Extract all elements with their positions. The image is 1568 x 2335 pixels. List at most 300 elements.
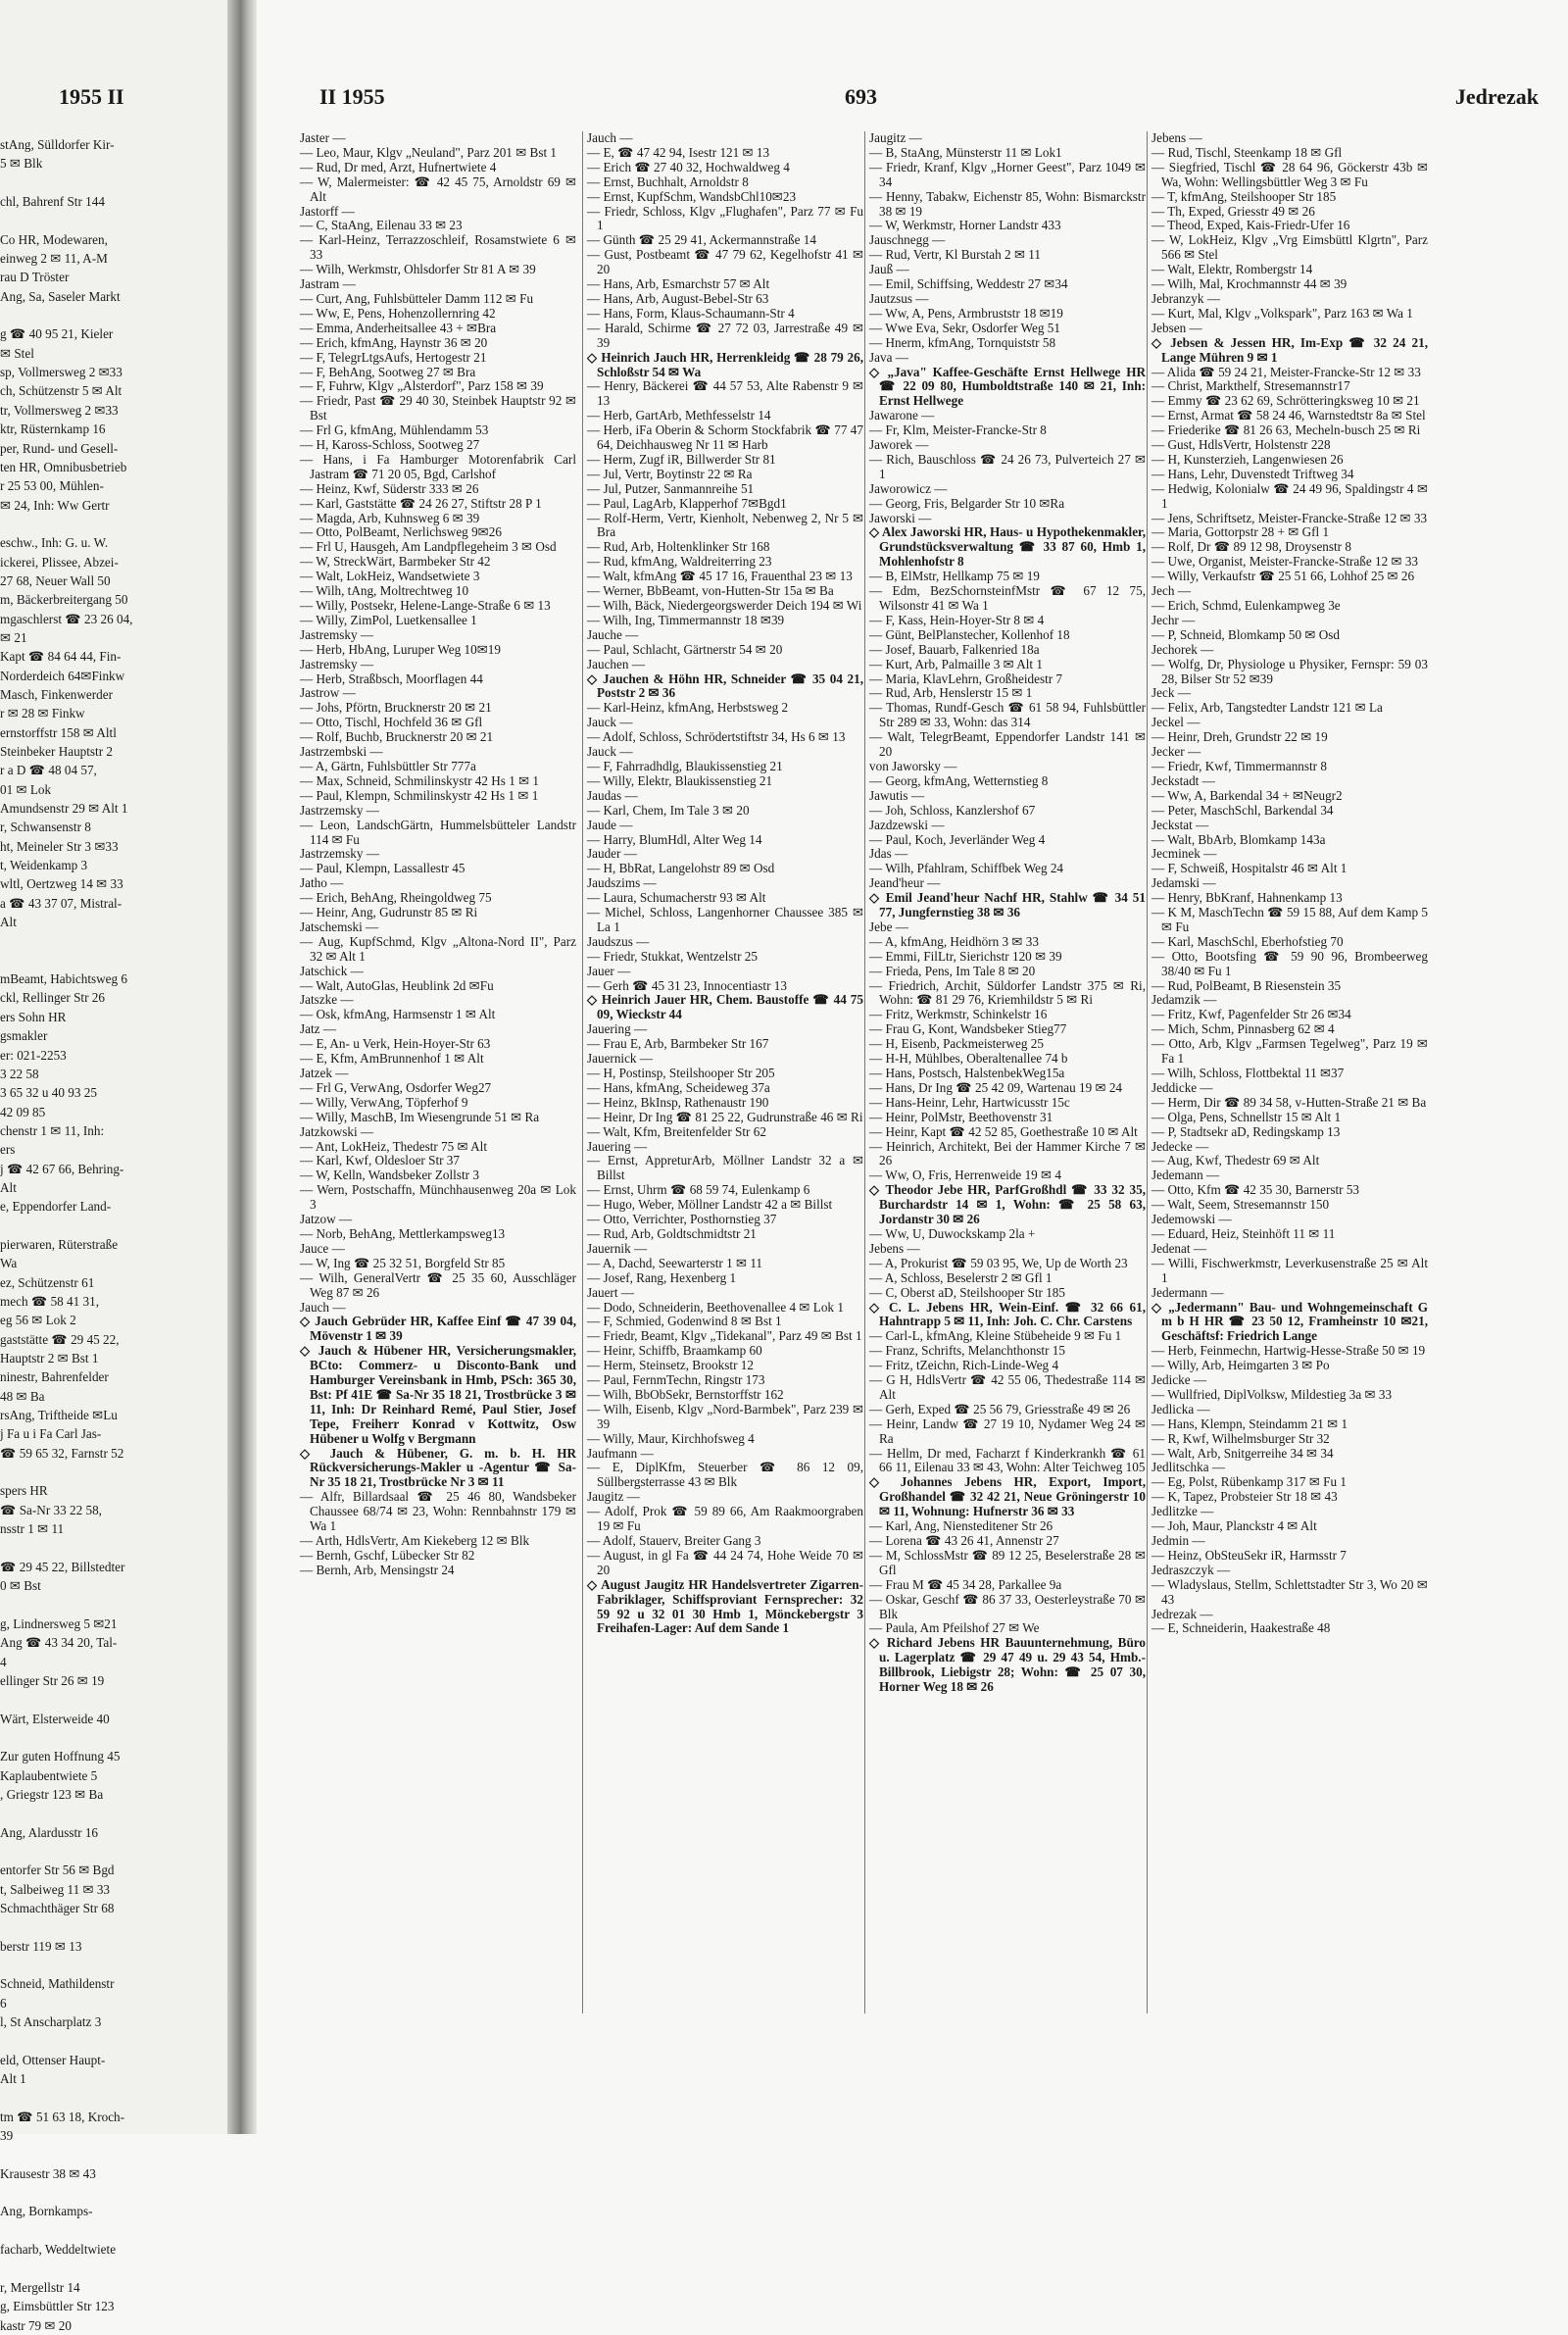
directory-entry: — Herm, Zugf iR, Billwerder Str 81 bbox=[587, 451, 776, 467]
surname-heading: Jaster — bbox=[300, 130, 346, 145]
directory-entry: — Heinz, ObSteuSekr iR, Harmsstr 7 bbox=[1152, 1547, 1347, 1563]
right-page bbox=[257, 0, 1568, 2134]
directory-entry: — Frau E, Arb, Barmbeker Str 167 bbox=[587, 1036, 769, 1052]
directory-entry: — Rolf, Dr ☎ 89 12 98, Droysenstr 8 bbox=[1152, 539, 1351, 555]
directory-entry: — Rud, PolBeamt, B Riesenstein 35 bbox=[1152, 977, 1342, 993]
directory-entry: — Curt, Ang, Fuhlsbütteler Damm 112 ✉ Fu bbox=[300, 290, 534, 306]
directory-entry: — Hans, kfmAng, Scheideweg 37a bbox=[587, 1079, 770, 1095]
surname-heading: Jebens — bbox=[1152, 130, 1202, 145]
left-page-line: g ☎ 40 95 21, Kieler bbox=[0, 326, 114, 342]
page-number: 693 bbox=[845, 84, 877, 109]
left-page-text bbox=[0, 135, 223, 2335]
directory-entry: — Wilh, BbObSekr, Bernstorffstr 162 bbox=[587, 1386, 784, 1402]
directory-entry: — Otto, Kfm ☎ 42 35 30, Barnerstr 53 bbox=[1152, 1182, 1360, 1198]
directory-entry: — Bernh, Gschf, Lübecker Str 82 bbox=[300, 1547, 475, 1563]
directory-entry: — Rud, Arb, Goldtschmidtstr 21 bbox=[587, 1225, 757, 1241]
left-page-line bbox=[0, 1217, 223, 1235]
directory-entry: — Otto, Verrichter, Posthornstieg 37 bbox=[587, 1212, 777, 1227]
directory-entry: — Jens, Schriftsetz, Meister-Francke-Straße 12 ✉ 33 bbox=[1152, 510, 1428, 525]
surname-heading: Jedlitschka — bbox=[1152, 1460, 1226, 1475]
directory-entry: — G H, HdlsVertr ☎ 42 55 06, Thedestraße 114 ✉ Alt bbox=[869, 1372, 1146, 1402]
directory-entry: — Ernst, AppreturArb, Möllner Landstr 32 a ✉ Billst bbox=[587, 1153, 863, 1183]
left-page-line: ✉ Stel bbox=[0, 345, 34, 361]
left-page-line: spers HR bbox=[0, 1483, 48, 1499]
surname-heading: Jebe — bbox=[869, 919, 908, 934]
surname-heading: Jeck — bbox=[1152, 685, 1191, 701]
surname-heading: Jaworski — bbox=[869, 510, 932, 525]
directory-entry: — Hans, Arb, Esmarchstr 57 ✉ Alt bbox=[587, 276, 770, 292]
directory-entry: ◇ Heinrich Jauch HR, Herrenkleidg ☎ 28 79 26, Schloßstr 54 ✉ Wa bbox=[587, 349, 863, 379]
surname-heading: Jatzkowski — bbox=[300, 1123, 374, 1139]
directory-entry: — Karl, Gaststätte ☎ 24 26 27, Stiftstr 28 P 1 bbox=[300, 495, 542, 511]
surname-heading: Jauering — bbox=[587, 1138, 648, 1154]
directory-entry: — Heinrich, Architekt, Bei der Hammer Kirche 7 ✉ 26 bbox=[869, 1138, 1146, 1168]
directory-entry: — Arth, HdlsVertr, Am Kiekeberg 12 ✉ Blk bbox=[300, 1533, 530, 1548]
left-page-line: r, Mergellstr 14 bbox=[0, 2279, 80, 2295]
directory-entry: — Herm, Dir ☎ 89 34 58, v-Hutten-Straße 21 ✉ Ba bbox=[1152, 1094, 1427, 1110]
left-page-line: er: 021-2253 bbox=[0, 1047, 67, 1063]
left-page-line: einweg 2 ✉ 11, A-M bbox=[0, 251, 108, 267]
running-head-last-name: Jedrezak bbox=[1454, 84, 1539, 109]
surname-heading: Jaworowicz — bbox=[869, 480, 948, 496]
surname-heading: Jaugitz — bbox=[587, 1489, 640, 1505]
left-page-line: ez, Schützenstr 61 bbox=[0, 1274, 95, 1290]
directory-entry: — Josef, Bauarb, Falkenried 18a bbox=[869, 641, 1040, 657]
directory-entry: ◇ Johannes Jebens HR, Export, Import, Großhandel ☎ 32 42 21, Neue Gröningerstr 10 ✉ 11, Wohnung: Hufnerstr 36 ✉ 33 bbox=[869, 1474, 1146, 1519]
surname-heading: Jaude — bbox=[587, 817, 633, 832]
directory-entry: — Alida ☎ 59 24 21, Meister-Francke-Str 12 ✉ 33 bbox=[1152, 364, 1421, 379]
surname-heading: Jaudszims — bbox=[587, 875, 657, 891]
directory-entry: — Wladyslaus, Stellm, Schlettstadter Str 3, Wo 20 ✉ 43 bbox=[1152, 1576, 1428, 1607]
left-page-line: ers bbox=[0, 1142, 16, 1158]
surname-heading: Jauernik — bbox=[587, 1240, 648, 1256]
left-page-line: sp, Vollmersweg 2 ✉33 bbox=[0, 365, 122, 380]
directory-entry: — Erich ☎ 27 40 32, Hochwaldweg 4 bbox=[587, 159, 790, 174]
surname-heading: Jedicke — bbox=[1152, 1372, 1207, 1388]
directory-entry: — Wilh, Ing, Timmermannstr 18 ✉39 bbox=[587, 612, 785, 627]
directory-entry: — Friedr, Schloss, Klgv „Flughafen", Parz 77 ✉ Fu 1 bbox=[587, 203, 863, 233]
surname-heading: Jauck — bbox=[587, 715, 633, 730]
directory-entry: ◇ Jauchen & Höhn HR, Schneider ☎ 35 04 21, Poststr 2 ✉ 36 bbox=[587, 671, 863, 701]
directory-entry: — Friedrich, Archit, Süldorfer Landstr 375 ✉ Ri, Wohn: ☎ 81 29 76, Kriemhildstr 5 ✉ Ri bbox=[869, 977, 1146, 1008]
directory-entry: — E, ☎ 47 42 94, Isestr 121 ✉ 13 bbox=[587, 144, 770, 160]
directory-entry: — Kurt, Arb, Palmaille 3 ✉ Alt 1 bbox=[869, 656, 1043, 671]
left-page-line: chenstr 1 ✉ 11, Inh: bbox=[0, 1122, 105, 1138]
directory-entry: — Paul, Schlacht, Gärtnerstr 54 ✉ 20 bbox=[587, 641, 783, 657]
left-page-line: , Griegstr 123 ✉ Ba bbox=[0, 1786, 104, 1802]
directory-entry: — Eg, Polst, Rübenkamp 317 ✉ Fu 1 bbox=[1152, 1474, 1347, 1490]
directory-entry: — Otto, Tischl, Hochfeld 36 ✉ Gfl bbox=[300, 715, 483, 730]
surname-heading: Jedamski — bbox=[1152, 875, 1216, 891]
directory-entry: — Friedr, Kwf, Timmermannstr 8 bbox=[1152, 758, 1327, 773]
surname-heading: Jatzek — bbox=[300, 1066, 349, 1080]
surname-heading: Jedermann — bbox=[1152, 1284, 1224, 1300]
directory-entry: — Rud, Vertr, Kl Burstah 2 ✉ 11 bbox=[869, 247, 1041, 263]
directory-entry: — Emil, Schiffsing, Weddestr 27 ✉34 bbox=[869, 276, 1068, 292]
directory-entry: — Karl, Ang, Niensteditener Str 26 bbox=[869, 1518, 1054, 1534]
surname-heading: Jaufmann — bbox=[587, 1445, 654, 1461]
directory-entry: — Herm, Steinsetz, Brookstr 12 bbox=[587, 1358, 754, 1373]
directory-entry: — Lorena ☎ 43 26 41, Annenstr 27 bbox=[869, 1533, 1059, 1548]
directory-entry: — Frl G, kfmAng, Mühlendamm 53 bbox=[300, 422, 489, 438]
directory-entry: — Bernh, Arb, Mensingstr 24 bbox=[300, 1562, 455, 1577]
surname-heading: Jaudszus — bbox=[587, 933, 650, 949]
directory-entry: — M, SchlossMstr ☎ 89 12 25, Beselerstraße 28 ✉ Gfl bbox=[869, 1547, 1146, 1577]
left-page-line: Alt bbox=[0, 1179, 17, 1195]
directory-entry: — Hans, Klempn, Steindamm 21 ✉ 1 bbox=[1152, 1416, 1348, 1431]
directory-entry: — E, Kfm, AmBrunnenhof 1 ✉ Alt bbox=[300, 1051, 484, 1067]
surname-heading: Jauchen — bbox=[587, 656, 645, 671]
surname-heading: Jedamzik — bbox=[1152, 992, 1217, 1008]
directory-entry: — Heinr, Kapt ☎ 42 52 85, Goethestraße 10 ✉ Alt bbox=[869, 1123, 1138, 1139]
directory-entry: — Frieda, Pens, Im Tale 8 ✉ 20 bbox=[869, 963, 1036, 978]
directory-entry: — Herb, GartArb, Methfesselstr 14 bbox=[587, 408, 771, 423]
directory-entry: — H, Kunsterzieh, Langenwiesen 26 bbox=[1152, 451, 1344, 467]
directory-column-1 bbox=[300, 131, 576, 2013]
directory-entry: — K, Tapez, Probsteier Str 18 ✉ 43 bbox=[1152, 1489, 1338, 1505]
directory-entry: — Otto, PolBeamt, Nerlichsweg 9✉26 bbox=[300, 524, 502, 540]
left-page-line bbox=[0, 1538, 223, 1557]
directory-entry: — Jul, Putzer, Sanmannreihe 51 bbox=[587, 480, 755, 496]
left-page-line: ☎ 59 65 32, Farnstr 52 bbox=[0, 1445, 124, 1461]
directory-entry: — Willy, Maur, Kirchhofsweg 4 bbox=[587, 1430, 755, 1446]
surname-heading: Jatho — bbox=[300, 875, 344, 891]
directory-entry: — Wolfg, Dr, Physiologe u Physiker, Fernspr: 59 03 28, Bilser Str 52 ✉39 bbox=[1152, 656, 1428, 686]
left-page-line: ckl, Rellinger Str 26 bbox=[0, 990, 105, 1006]
directory-entry: — Jul, Vertr, Boytinstr 22 ✉ Ra bbox=[587, 466, 753, 481]
directory-entry: — B, StaAng, Münsterstr 11 ✉ Lok1 bbox=[869, 144, 1062, 160]
surname-heading: Jaudas — bbox=[587, 787, 638, 803]
surname-heading: Jebranzyk — bbox=[1152, 290, 1220, 306]
directory-entry: — Erich, kfmAng, Haynstr 36 ✉ 20 bbox=[300, 334, 488, 350]
directory-entry: — A, Dachd, Seewarterstr 1 ✉ 11 bbox=[587, 1255, 763, 1270]
directory-entry: — Peter, MaschSchl, Barkendal 34 bbox=[1152, 802, 1334, 818]
surname-heading: Jedraszczyk — bbox=[1152, 1562, 1231, 1577]
left-page-line bbox=[0, 931, 223, 950]
left-page-line: entorfer Str 56 ✉ Bgd bbox=[0, 1863, 115, 1878]
left-page-line bbox=[0, 2031, 223, 2050]
directory-entry: — Georg, kfmAng, Wetternstieg 8 bbox=[869, 772, 1049, 788]
directory-entry: — Walt, kfmAng ☎ 45 17 16, Frauenthal 23 ✉ 13 bbox=[587, 569, 853, 584]
directory-entry: — Max, Schneid, Schmilinskystr 42 Hs 1 ✉ 1 bbox=[300, 772, 540, 788]
surname-heading: Jastrzemsky — bbox=[300, 802, 379, 818]
directory-entry: — Hans, Postsch, HalstenbekWeg15a bbox=[869, 1066, 1065, 1080]
surname-heading: Jechr — bbox=[1152, 612, 1196, 627]
left-page-line bbox=[0, 1804, 223, 1822]
directory-entry: — Otto, Arb, Klgv „Farmsen Tegelweg", Parz 19 ✉ Fa 1 bbox=[1152, 1036, 1428, 1067]
surname-heading: Jastrzemsky — bbox=[300, 846, 379, 862]
directory-entry: — F, Schmied, Godenwind 8 ✉ Bst 1 bbox=[587, 1314, 782, 1329]
surname-heading: Jauche — bbox=[587, 626, 639, 642]
directory-entry: — Aug, KupfSchmd, Klgv „Altona-Nord II", Parz 32 ✉ Alt 1 bbox=[300, 933, 576, 964]
directory-entry: — W, Ing ☎ 25 32 51, Borgfeld Str 85 bbox=[300, 1255, 506, 1270]
directory-entry: — Willy, Elektr, Blaukissenstieg 21 bbox=[587, 772, 773, 788]
directory-entry: — Willy, Arb, Heimgarten 3 ✉ Po bbox=[1152, 1358, 1330, 1373]
surname-heading: Jedlitzke — bbox=[1152, 1504, 1214, 1519]
directory-entry: — Willy, MaschB, Im Wiesengrunde 51 ✉ Ra bbox=[300, 1109, 540, 1124]
left-page-line: g, Eimsbüttler Str 123 bbox=[0, 2299, 115, 2314]
directory-entry: — Hans, Arb, August-Bebel-Str 63 bbox=[587, 290, 769, 306]
directory-entry: — Rud, Arb, Henslerstr 15 ✉ 1 bbox=[869, 685, 1033, 701]
directory-entry: — Magda, Arb, Kuhnsweg 6 ✉ 39 bbox=[300, 510, 480, 525]
directory-entry: — H, BbRat, Langelohstr 89 ✉ Osd bbox=[587, 861, 775, 876]
left-page-line: chl, Bahrenf Str 144 bbox=[0, 194, 105, 210]
left-page-line bbox=[0, 1842, 223, 1861]
directory-entry: — T, kfmAng, Steilshooper Str 185 bbox=[1152, 188, 1337, 204]
left-page-line: 48 ✉ Ba bbox=[0, 1388, 45, 1404]
left-page-line: mBeamt, Habichtsweg 6 bbox=[0, 971, 128, 987]
directory-entry: — Wwe Eva, Sekr, Osdorfer Weg 51 bbox=[869, 320, 1060, 335]
surname-heading: Jedenat — bbox=[1152, 1240, 1207, 1256]
directory-entry: — F, Kass, Hein-Hoyer-Str 8 ✉ 4 bbox=[869, 612, 1045, 627]
directory-entry: — Günt, BelPlanstecher, Kollenhof 18 bbox=[869, 626, 1070, 642]
directory-entry: — Hellm, Dr med, Facharzt f Kinderkrankh ☎ 61 66 11, Eilenau 33 ✉ 43, Wohn: Alter Teichweg 105 bbox=[869, 1445, 1146, 1475]
left-page-header: 1955 II bbox=[59, 84, 124, 109]
directory-entry: — Walt, Kfm, Breitenfelder Str 62 bbox=[587, 1123, 766, 1139]
directory-entry: — Georg, Fris, Belgarder Str 10 ✉Ra bbox=[869, 495, 1065, 511]
left-page-line: Wärt, Elsterweide 40 bbox=[0, 1711, 110, 1726]
directory-entry: — Paul, Klempn, Lassallestr 45 bbox=[300, 861, 466, 876]
left-page-line: stAng, Sülldorfer Kir- bbox=[0, 137, 115, 152]
surname-heading: Jauß — bbox=[869, 262, 909, 277]
surname-heading: Jazdzewski — bbox=[869, 817, 945, 832]
directory-entry: ◇ Jauch Gebrüder HR, Kaffee Einf ☎ 47 39 04, Mövenstr 1 ✉ 39 bbox=[300, 1314, 576, 1344]
directory-entry: — Günth ☎ 25 29 41, Ackermannstraße 14 bbox=[587, 232, 816, 248]
surname-heading: Jaworek — bbox=[869, 437, 929, 453]
directory-entry: — F, TelegrLtgsAufs, Hertogestr 21 bbox=[300, 349, 487, 365]
directory-entry: — Adolf, Schloss, Schrödertstiftstr 34, Hs 6 ✉ 13 bbox=[587, 729, 846, 745]
surname-heading: Jedemann — bbox=[1152, 1168, 1220, 1183]
directory-entry: ◇ Jauch & Hübener HR, Versicherungsmakler, BCto: Commerz- u Disconto-Bank und Hamburger Vereinsbank in Hmb, PSch: 365 30, Bst: Pf 41E ☎ Sa-Nr 35 18 21, Trostbrücke 3 ✉ 11, Inh: Dr Reinhard Remé, Paul Stier, Josef Tepe, Freiherr Konrad v Kottwitz, Osw Hübener u Wolfg v Bergmann bbox=[300, 1343, 576, 1446]
directory-entry: — Carl-L, kfmAng, Kleine Stübeheide 9 ✉ Fu 1 bbox=[869, 1328, 1122, 1344]
directory-entry: — Franz, Schrifts, Melanchthonstr 15 bbox=[869, 1343, 1065, 1359]
left-page-line: Masch, Finkenwerder bbox=[0, 686, 113, 702]
directory-entry: — W, Kelln, Wandsbeker Zollstr 3 bbox=[300, 1168, 479, 1183]
left-page-line: Ang, Alardusstr 16 bbox=[0, 1824, 99, 1840]
surname-heading: Jedemowski — bbox=[1152, 1212, 1232, 1227]
directory-entry: — Alfr, Billardsaal ☎ 25 46 80, Wandsbeker Chaussee 68/74 ✉ 23, Wohn: Rennbahnstr 179 ✉ Wa 1 bbox=[300, 1489, 576, 1534]
left-page-line: ✉ 21 bbox=[0, 629, 27, 645]
surname-heading: Java — bbox=[869, 349, 908, 365]
directory-entry: — Friederike ☎ 81 26 63, Mecheln-busch 25 ✉ Ri bbox=[1152, 422, 1421, 438]
directory-entry: — W, LokHeiz, Klgv „Vrg Eimsbüttl Klgrtn", Parz 566 ✉ Stel bbox=[1152, 232, 1428, 263]
left-page-line: rsAng, Triftheide ✉Lu bbox=[0, 1408, 118, 1423]
directory-entry: ◇ Richard Jebens HR Bauunternehmung, Büro u. Lagerplatz ☎ 29 47 49 u. 29 43 54, Hmb.-Billbrook, Liebigstr 28; Wohn: ☎ 25 07 30, Horner Weg 18 ✉ 26 bbox=[869, 1635, 1146, 1695]
left-page-line: Kaplaubentwiete 5 bbox=[0, 1767, 98, 1783]
left-page-line: Hauptstr 2 ✉ Bst 1 bbox=[0, 1351, 99, 1366]
left-page-line bbox=[0, 2088, 223, 2107]
directory-entry: — Herb, Feinmechn, Hartwig-Hesse-Straße 50 ✉ 19 bbox=[1152, 1343, 1426, 1359]
left-page-line: a ☎ 43 37 07, Mistral- bbox=[0, 895, 122, 911]
directory-entry: — Willy, Postsekr, Helene-Lange-Straße 6 ✉ 13 bbox=[300, 598, 551, 613]
directory-entry: — Fritz, tZeichn, Rich-Linde-Weg 4 bbox=[869, 1358, 1059, 1373]
left-page-line: facharb, Weddeltwiete bbox=[0, 2242, 117, 2258]
left-page-line bbox=[0, 306, 223, 324]
directory-entry: — F, Fahrradhdlg, Blaukissenstieg 21 bbox=[587, 758, 783, 773]
directory-entry: — Maria, Gottorpstr 28 + ✉ Gfl 1 bbox=[1152, 524, 1330, 540]
left-page-line: j Fa u i Fa Carl Jas- bbox=[0, 1426, 102, 1442]
left-page-line: ☎ 29 45 22, Billstedter bbox=[0, 1559, 125, 1574]
directory-entry: — Herb, iFa Oberin & Schorm Stockfabrik ☎ 77 47 64, Deichhausweg Nr 11 ✉ Harb bbox=[587, 422, 863, 453]
directory-entry: — Walt, TelegrBeamt, Eppendorfer Landstr 141 ✉ 20 bbox=[869, 729, 1146, 760]
directory-column-4 bbox=[1147, 131, 1428, 2013]
directory-entry: — Paul, Klempn, Schmilinskystr 42 Hs 1 ✉ 1 bbox=[300, 787, 539, 803]
surname-heading: Jauering — bbox=[587, 1021, 648, 1037]
left-page-line bbox=[0, 515, 223, 533]
directory-entry: — Hugo, Weber, Möllner Landstr 42 a ✉ Billst bbox=[587, 1197, 833, 1213]
left-page-line: 6 bbox=[0, 1995, 7, 2011]
directory-entry: ◇ „Jedermann" Bau- und Wohngemeinschaft G m b H HR ☎ 23 50 12, Framheinstr 10 ✉21, Geschäftsf: Friedrich Lange bbox=[1152, 1299, 1428, 1344]
left-page-line bbox=[0, 2145, 223, 2163]
surname-heading: Jauschnegg — bbox=[869, 232, 946, 248]
surname-heading: Jastrzembski — bbox=[300, 744, 383, 760]
directory-entry: — Harald, Schirme ☎ 27 72 03, Jarrestraße 49 ✉ 39 bbox=[587, 320, 863, 350]
left-page-line: ers Sohn HR bbox=[0, 1009, 67, 1024]
directory-columns bbox=[300, 130, 1428, 2013]
left-page-line bbox=[0, 1595, 223, 1614]
directory-entry: — Karl, Kwf, Oldesloer Str 37 bbox=[300, 1153, 460, 1168]
directory-entry: — R, Kwf, Wilhelmsburger Str 32 bbox=[1152, 1430, 1330, 1446]
directory-entry: — Maria, KlavLehrn, Großheidestr 7 bbox=[869, 671, 1063, 686]
directory-entry: — Karl-Heinz, Terrazzoschleif, Rosamstwiete 6 ✉ 33 bbox=[300, 232, 576, 263]
directory-entry: — Emma, Anderheitsallee 43 + ✉Bra bbox=[300, 320, 497, 335]
directory-entry: — Walt, AutoGlas, Heublink 2d ✉Fu bbox=[300, 977, 494, 993]
directory-entry: — Hans, i Fa Hamburger Motorenfabrik Carl Jastram ☎ 71 20 05, Bgd, Carlshof bbox=[300, 451, 576, 481]
directory-entry: — Joh, Maur, Planckstr 4 ✉ Alt bbox=[1152, 1518, 1317, 1534]
left-page-line bbox=[0, 2183, 223, 2202]
surname-heading: Jautzsus — bbox=[869, 290, 929, 306]
left-page-line: r, Schwansenstr 8 bbox=[0, 820, 91, 835]
directory-entry: — Heinr, Ang, Gudrunstr 85 ✉ Ri bbox=[300, 905, 478, 920]
directory-entry: — Olga, Pens, Schnellstr 15 ✉ Alt 1 bbox=[1152, 1109, 1342, 1124]
directory-entry: — A, kfmAng, Heidhörn 3 ✉ 33 bbox=[869, 933, 1039, 949]
directory-entry: — F, BehAng, Sootweg 27 ✉ Bra bbox=[300, 364, 476, 379]
directory-entry: — Walt, Elektr, Rombergstr 14 bbox=[1152, 262, 1313, 277]
left-page-line: g, Lindnersweg 5 ✉21 bbox=[0, 1615, 118, 1631]
directory-entry: — Wilh, Bäck, Niedergeorgswerder Deich 194 ✉ Wi bbox=[587, 598, 862, 613]
directory-entry: — Dodo, Schneiderin, Beethovenallee 4 ✉ Lok 1 bbox=[587, 1299, 844, 1315]
left-page-line bbox=[0, 174, 223, 192]
directory-entry: — Fritz, Werkmstr, Schinkelstr 16 bbox=[869, 1007, 1048, 1022]
directory-entry: — Hans, Lehr, Duvenstedt Triftweg 34 bbox=[1152, 466, 1354, 481]
left-page-line: j ☎ 42 67 66, Behring- bbox=[0, 1161, 124, 1176]
directory-entry: — Th, Exped, Griesstr 49 ✉ 26 bbox=[1152, 203, 1315, 219]
directory-entry: — Rud, kfmAng, Waldreiterring 23 bbox=[587, 554, 772, 570]
directory-entry: — Heinr, Landw ☎ 27 19 10, Nydamer Weg 24 ✉ Ra bbox=[869, 1416, 1146, 1446]
left-page-edge bbox=[0, 0, 227, 2333]
surname-heading: Jatschick — bbox=[300, 963, 364, 978]
directory-entry: ◇ Heinrich Jauer HR, Chem. Baustoffe ☎ 44 75 09, Wieckstr 44 bbox=[587, 992, 863, 1022]
directory-entry: — Friedr, Stukkat, Wentzelstr 25 bbox=[587, 948, 758, 964]
left-page-line: mech ☎ 58 41 31, bbox=[0, 1293, 100, 1309]
surname-heading: Jedmin — bbox=[1152, 1533, 1205, 1548]
directory-entry: — Paul, FernmTechn, Ringstr 173 bbox=[587, 1372, 765, 1388]
left-page-line bbox=[0, 1728, 223, 1747]
directory-entry: — Friedr, Beamt, Klgv „Tidekanal", Parz 49 ✉ Bst 1 bbox=[587, 1328, 862, 1344]
surname-heading: Jatszke — bbox=[300, 992, 354, 1008]
left-page-line: Schmachthäger Str 68 bbox=[0, 1900, 115, 1915]
directory-entry: — Ernst, Buchhalt, Arnoldstr 8 bbox=[587, 174, 749, 189]
directory-entry: — Willy, VerwAng, Töpferhof 9 bbox=[300, 1094, 468, 1110]
surname-heading: Jech — bbox=[1152, 583, 1191, 599]
directory-entry: — Fr, Klm, Meister-Francke-Str 8 bbox=[869, 422, 1047, 438]
directory-entry: — E, Schneiderin, Haakestraße 48 bbox=[1152, 1620, 1331, 1636]
directory-entry: — Heinr, PolMstr, Beethovenstr 31 bbox=[869, 1109, 1054, 1124]
directory-entry: — Erich, BehAng, Rheingoldweg 75 bbox=[300, 890, 492, 906]
directory-entry: — Heinr, Schiffb, Braamkamp 60 bbox=[587, 1343, 762, 1359]
directory-entry: — Adolf, Prok ☎ 59 89 66, Am Raakmoorgraben 19 ✉ Fu bbox=[587, 1504, 863, 1534]
directory-entry: — Rich, Bauschloss ☎ 24 26 73, Pulverteich 27 ✉ 1 bbox=[869, 451, 1146, 481]
directory-entry: — Walt, LokHeiz, Wandsetwiete 3 bbox=[300, 569, 480, 584]
left-page-line bbox=[0, 2221, 223, 2240]
left-page-line: Kapt ☎ 84 64 44, Fin- bbox=[0, 649, 122, 665]
directory-entry: ◇ August Jaugitz HR Handelsvertreter Zigarren-Fabriklager, Schiffsproviant Fernsprecher: 32 59 92 u 32 01 30 Hmb 1, Mönckebergstr 3 Freihafen-Lager: Auf dem Sande 1 bbox=[587, 1576, 863, 1636]
surname-heading: Jdas — bbox=[869, 846, 908, 862]
directory-entry: — Rolf, Buchb, Brucknerstr 20 ✉ 21 bbox=[300, 729, 494, 745]
directory-entry: — Walt, BbArb, Blomkamp 143a bbox=[1152, 831, 1326, 847]
surname-heading: Jeckstadt — bbox=[1152, 772, 1215, 788]
left-page-line: Wa bbox=[0, 1256, 18, 1271]
right-page-header-left: II 1955 bbox=[319, 84, 385, 109]
directory-entry: — Hans-Heinr, Lehr, Hartwicusstr 15c bbox=[869, 1094, 1070, 1110]
directory-entry: — Edm, BezSchornsteinfMstr ☎ 67 12 75, Wilsonstr 41 ✉ Wa 1 bbox=[869, 583, 1146, 613]
directory-entry: — Frl U, Hausgeh, Am Landpflegeheim 3 ✉ Osd bbox=[300, 539, 557, 555]
left-page-line: kastr 79 ✉ 20 bbox=[0, 2317, 72, 2333]
directory-entry: — Joh, Schloss, Kanzlershof 67 bbox=[869, 802, 1036, 818]
left-page-line: Krausestr 38 ✉ 43 bbox=[0, 2165, 96, 2181]
directory-entry: — Henry, BbKranf, Hahnenkamp 13 bbox=[1152, 890, 1343, 906]
directory-entry: — Emmy ☎ 23 62 69, Schrötteringksweg 10 ✉ 21 bbox=[1152, 393, 1420, 409]
directory-entry: — Norb, BehAng, Mettlerkampsweg13 bbox=[300, 1225, 506, 1241]
left-page-line: mgaschlerst ☎ 23 26 04, bbox=[0, 611, 133, 626]
directory-entry: ◇ Theodor Jebe HR, ParfGroßhdl ☎ 33 32 35, Burchardstr 14 ✉ 1, Wohn: ☎ 25 58 63, Jordanstr 30 ✉ 26 bbox=[869, 1182, 1146, 1227]
directory-entry: — Felix, Arb, Tangstedter Landstr 121 ✉ La bbox=[1152, 700, 1383, 716]
directory-entry: — Heinr, Dreh, Grundstr 22 ✉ 19 bbox=[1152, 729, 1328, 745]
directory-entry: — Karl-Heinz, kfmAng, Herbstsweg 2 bbox=[587, 700, 789, 716]
left-page-line: tr, Vollmersweg 2 ✉33 bbox=[0, 402, 119, 418]
directory-entry: — Henny, Tabakw, Eichenstr 85, Wohn: Bismarckstr 38 ✉ 19 bbox=[869, 188, 1146, 219]
left-page-line: ✉ 24, Inh: Ww Gertr bbox=[0, 497, 110, 513]
left-page-line: ernstorffstr 158 ✉ Altl bbox=[0, 724, 117, 740]
surname-heading: Jawarone — bbox=[869, 408, 935, 423]
surname-heading: Jatschemski — bbox=[300, 919, 379, 934]
left-page-line: r ✉ 28 ✉ Finkw bbox=[0, 706, 85, 721]
left-page-line: ktr, Rüsternkamp 16 bbox=[0, 422, 106, 437]
directory-entry: — Hans, Dr Ing ☎ 25 42 09, Wartenau 19 ✉ 24 bbox=[869, 1079, 1123, 1095]
directory-entry: — K M, MaschTechn ☎ 59 15 88, Auf dem Kamp 5 ✉ Fu bbox=[1152, 905, 1428, 934]
directory-entry: — Hans, Form, Klaus-Schaumann-Str 4 bbox=[587, 305, 795, 321]
left-page-line bbox=[0, 2260, 223, 2278]
surname-heading: Jauce — bbox=[300, 1240, 345, 1256]
directory-entry: — Aug, Kwf, Thedestr 69 ✉ Alt bbox=[1152, 1153, 1320, 1168]
surname-heading: Jecminek — bbox=[1152, 846, 1217, 862]
left-page-line: eld, Ottenser Haupt- bbox=[0, 2052, 106, 2067]
surname-heading: Jatzow — bbox=[300, 1212, 353, 1227]
directory-entry: — Wilh, tAng, Moltrechtweg 10 bbox=[300, 583, 469, 599]
left-page-line: Norderdeich 64✉Finkw bbox=[0, 668, 125, 683]
directory-entry: — Wilh, Eisenb, Klgv „Nord-Barmbek", Parz 239 ✉ 39 bbox=[587, 1401, 863, 1431]
directory-entry: — Ww, E, Pens, Hohenzollernring 42 bbox=[300, 305, 496, 321]
directory-entry: — Wern, Postschaffn, Münchhausenweg 20a ✉ Lok 3 bbox=[300, 1182, 576, 1213]
surname-heading: Jastremsky — bbox=[300, 626, 374, 642]
directory-entry: — Hedwig, Kolonialw ☎ 24 49 96, Spaldingstr 4 ✉ 1 bbox=[1152, 480, 1428, 511]
left-page-line bbox=[0, 951, 223, 969]
directory-entry: — B, ElMstr, Hellkamp 75 ✉ 19 bbox=[869, 569, 1040, 584]
left-page-line: Ang ☎ 43 34 20, Tal- bbox=[0, 1635, 118, 1651]
surname-heading: Jeckel — bbox=[1152, 715, 1200, 730]
surname-heading: von Jaworsky — bbox=[869, 758, 957, 773]
left-page-line: ten HR, Omnibusbetrieb bbox=[0, 459, 127, 474]
